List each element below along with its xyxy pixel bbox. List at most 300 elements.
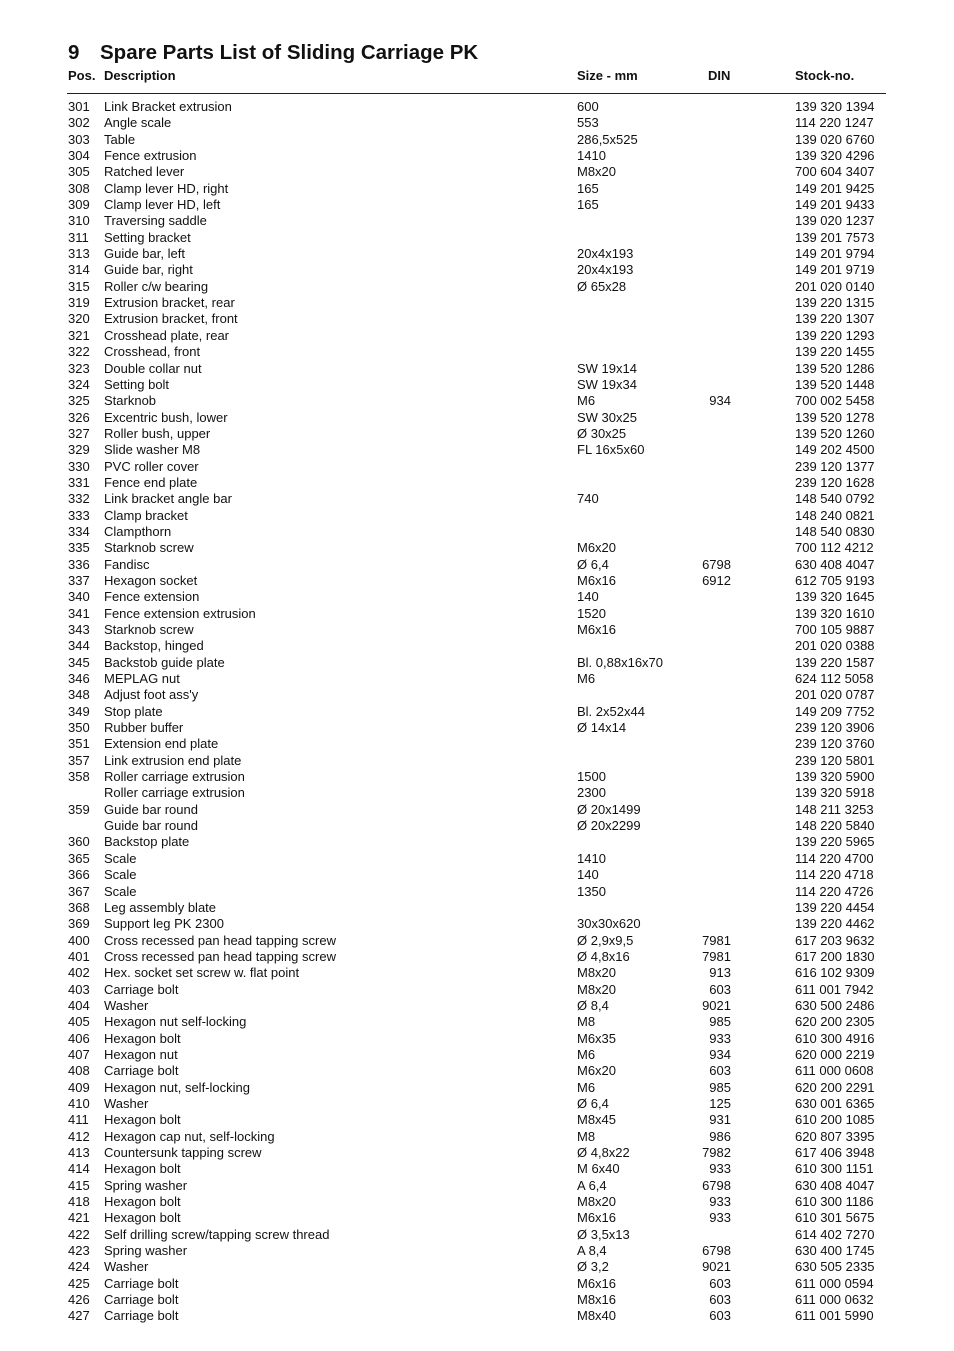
section-title: Spare Parts List of Sliding Carriage PK (100, 41, 479, 64)
cell-din: 933 (709, 1161, 731, 1177)
cell-description: Extrusion bracket, front (104, 311, 238, 327)
cell-stock-no: 148 540 0792 (795, 491, 875, 507)
table-row (0, 671, 954, 687)
table-row (0, 851, 954, 867)
cell-size: 2300 (577, 785, 606, 801)
cell-stock-no: 139 520 1286 (795, 360, 875, 376)
cell-pos: 421 (68, 1210, 90, 1226)
cell-description: Hexagon nut (104, 1046, 178, 1062)
cell-description: Double collar nut (104, 360, 202, 376)
cell-size: M6 (577, 393, 596, 409)
cell-size: 600 (577, 99, 599, 114)
cell-stock-no: 700 002 5458 (795, 393, 875, 409)
cell-din: 933 (709, 1210, 731, 1226)
cell-description: Stop plate (104, 703, 163, 719)
table-row (0, 1112, 954, 1128)
cell-pos: 366 (68, 867, 90, 883)
cell-stock-no: 139 220 4462 (795, 916, 875, 932)
cell-stock-no: 610 200 1085 (795, 1112, 875, 1128)
cell-pos: 413 (68, 1145, 90, 1160)
cell-pos: 304 (68, 148, 90, 164)
cell-din: 9021 (702, 997, 731, 1013)
cell-size: M6 (577, 1046, 596, 1062)
cell-description: Fence extension (104, 589, 200, 605)
cell-stock-no: 148 220 5840 (795, 818, 875, 834)
cell-description: Fence extension extrusion (104, 605, 256, 621)
table-row (0, 1096, 954, 1112)
cell-stock-no: 139 320 4296 (795, 148, 875, 164)
cell-description: Spring washer (104, 1243, 188, 1259)
cell-stock-no: 620 807 3395 (795, 1128, 875, 1144)
cell-pos: 311 (68, 229, 89, 245)
cell-size: M8x16 (577, 1292, 617, 1308)
table-row (0, 393, 954, 409)
table-row (0, 900, 954, 916)
cell-pos: 329 (68, 442, 90, 458)
cell-stock-no: 148 540 0830 (795, 523, 875, 539)
cell-stock-no: 201 020 0140 (795, 278, 875, 294)
cell-description: Hexagon bolt (104, 1210, 181, 1226)
cell-size: M6x20 (577, 540, 617, 556)
table-row (0, 557, 954, 573)
cell-stock-no: 139 520 1278 (795, 409, 875, 425)
cell-pos: 310 (68, 213, 90, 229)
section-number: 9 (68, 41, 80, 64)
table-row (0, 1031, 954, 1047)
cell-size: M6x16 (577, 622, 617, 637)
cell-size: SW 19x14 (577, 360, 637, 376)
cell-description: Ratched lever (104, 164, 185, 180)
cell-pos: 345 (68, 654, 90, 670)
cell-pos: 365 (68, 850, 90, 866)
cell-pos: 320 (68, 311, 90, 327)
cell-description: Scale (104, 867, 137, 883)
table-row (0, 916, 954, 932)
table-row (0, 508, 954, 524)
table-row (0, 606, 954, 622)
cell-size: SW 19x34 (577, 376, 637, 392)
cell-din: 933 (709, 1030, 731, 1046)
cell-stock-no: 620 200 2291 (795, 1079, 875, 1095)
cell-description: Starknob screw (104, 540, 194, 556)
cell-description: Adjust foot ass'y (104, 687, 199, 703)
cell-description: Traversing saddle (104, 213, 207, 229)
table-row (0, 1080, 954, 1096)
cell-pos: 357 (68, 752, 90, 768)
cell-description: Cross recessed pan head tapping screw (104, 948, 336, 964)
cell-size: 165 (577, 197, 599, 213)
cell-description: Hexagon nut, self-locking (104, 1079, 250, 1095)
cell-description: Setting bolt (104, 376, 170, 392)
cell-description: Table (104, 131, 136, 147)
cell-size: Ø 6,4 (577, 1095, 609, 1111)
page-title (68, 40, 478, 66)
cell-description: Setting bracket (104, 229, 191, 245)
cell-size: Ø 4,8x22 (577, 1145, 630, 1160)
cell-description: Guide bar round (104, 818, 198, 834)
cell-description: Crosshead, front (104, 344, 201, 360)
cell-stock-no: 239 120 3760 (795, 736, 875, 752)
cell-description: Guide bar round (104, 801, 198, 817)
table-row (0, 132, 954, 148)
cell-stock-no: 139 320 1394 (795, 99, 875, 114)
cell-pos: 404 (68, 997, 90, 1013)
cell-stock-no: 239 120 5801 (795, 752, 875, 768)
cell-pos: 411 (68, 1112, 89, 1128)
cell-stock-no: 630 505 2335 (795, 1259, 875, 1275)
cell-description: Countersunk tapping screw (104, 1145, 262, 1160)
cell-stock-no: 614 402 7270 (795, 1226, 875, 1242)
cell-pos: 337 (68, 572, 90, 588)
cell-size: 1350 (577, 883, 606, 899)
cell-stock-no: 611 001 7942 (795, 981, 874, 997)
cell-pos: 415 (68, 1177, 90, 1193)
cell-din: 603 (709, 1063, 731, 1079)
table-row (0, 115, 954, 131)
table-row (0, 1194, 954, 1210)
cell-pos: 309 (68, 197, 90, 213)
table-row (0, 410, 954, 426)
cell-pos: 407 (68, 1046, 90, 1062)
cell-stock-no: 139 320 5900 (795, 769, 875, 785)
cell-stock-no: 139 320 5918 (795, 785, 875, 801)
cell-stock-no: 139 320 1610 (795, 605, 875, 621)
cell-description: Roller carriage extrusion (104, 785, 245, 801)
table-row (0, 181, 954, 197)
cell-description: Link Bracket extrusion (104, 99, 232, 114)
cell-size: A 6,4 (577, 1177, 607, 1193)
table-row (0, 213, 954, 229)
cell-pos: 422 (68, 1226, 90, 1242)
cell-size: M6x16 (577, 1275, 617, 1291)
cell-pos: 335 (68, 540, 90, 556)
cell-pos: 325 (68, 393, 90, 409)
table-row (0, 998, 954, 1014)
table-row (0, 377, 954, 393)
cell-description: Carriage bolt (104, 1275, 179, 1291)
table-row (0, 442, 954, 458)
cell-size: M8x20 (577, 164, 617, 180)
cell-description: Clamp lever HD, right (104, 180, 229, 196)
cell-size: Ø 8,4 (577, 997, 609, 1013)
cell-stock-no: 700 105 9887 (795, 622, 875, 637)
cell-stock-no: 610 301 5675 (795, 1210, 875, 1226)
cell-size: 286,5x525 (577, 131, 638, 147)
cell-description: Extrusion bracket, rear (104, 295, 235, 311)
cell-stock-no: 139 520 1448 (795, 376, 875, 392)
cell-description: Washer (104, 1095, 149, 1111)
cell-pos: 327 (68, 425, 90, 441)
cell-pos: 414 (68, 1161, 90, 1177)
cell-stock-no: 139 220 5965 (795, 834, 875, 850)
cell-description: Carriage bolt (104, 1063, 179, 1079)
cell-stock-no: 617 200 1830 (795, 948, 875, 964)
cell-description: Support leg PK 2300 (104, 916, 224, 932)
cell-pos: 400 (68, 932, 90, 948)
cell-din: 931 (709, 1112, 731, 1128)
cell-description: Scale (104, 850, 137, 866)
cell-din: 7981 (702, 932, 731, 948)
cell-pos: 336 (68, 556, 90, 572)
table-row (0, 1063, 954, 1079)
cell-pos: 343 (68, 622, 90, 637)
cell-stock-no: 239 120 1377 (795, 458, 875, 474)
table-row (0, 949, 954, 965)
cell-size: Bl. 0,88x16x70 (577, 654, 664, 670)
cell-stock-no: 700 604 3407 (795, 164, 875, 180)
cell-description: Rubber buffer (104, 720, 184, 736)
cell-pos: 340 (68, 589, 90, 605)
cell-size: M6x35 (577, 1030, 617, 1046)
cell-pos: 402 (68, 965, 90, 981)
table-row (0, 328, 954, 344)
cell-pos: 319 (68, 295, 90, 311)
cell-size: 30x30x620 (577, 916, 641, 932)
cell-pos: 333 (68, 507, 90, 523)
cell-size: M8x20 (577, 981, 617, 997)
table-row (0, 1243, 954, 1259)
cell-size: M6x16 (577, 1210, 617, 1226)
cell-stock-no: 139 220 1293 (795, 327, 875, 343)
cell-stock-no: 139 220 1587 (795, 654, 875, 670)
cell-description: Starknob (104, 393, 157, 409)
table-row (0, 785, 954, 801)
cell-pos: 330 (68, 458, 90, 474)
cell-pos: 344 (68, 638, 90, 654)
cell-pos: 308 (68, 180, 90, 196)
cell-stock-no: 149 201 9794 (795, 246, 875, 262)
cell-stock-no: 610 300 1186 (795, 1194, 874, 1210)
cell-size: M 6x40 (577, 1161, 620, 1177)
cell-din: 9021 (702, 1259, 731, 1275)
cell-pos: 358 (68, 769, 90, 785)
cell-pos: 302 (68, 115, 90, 131)
cell-stock-no: 611 000 0632 (795, 1292, 874, 1308)
cell-size: M8x20 (577, 965, 617, 981)
table-row (0, 1292, 954, 1308)
cell-size: Ø 20x1499 (577, 801, 641, 817)
cell-description: Clamp bracket (104, 507, 188, 523)
cell-stock-no: 149 202 4500 (795, 442, 875, 458)
table-row (0, 867, 954, 883)
table-row (0, 818, 954, 834)
cell-description: Hexagon bolt (104, 1030, 181, 1046)
cell-din: 985 (709, 1079, 731, 1095)
cell-din: 985 (709, 1014, 731, 1030)
cell-size: 1410 (577, 148, 606, 164)
cell-stock-no: 139 220 1307 (795, 311, 875, 327)
cell-pos: 351 (68, 736, 90, 752)
cell-size: M8x20 (577, 1194, 617, 1210)
cell-size: M8 (577, 1014, 596, 1030)
table-row (0, 965, 954, 981)
table-row (0, 99, 954, 115)
cell-description: Angle scale (104, 115, 172, 131)
cell-din: 6798 (702, 1243, 731, 1259)
cell-stock-no: 630 400 1745 (795, 1243, 875, 1259)
cell-stock-no: 700 112 4212 (795, 540, 874, 556)
cell-stock-no: 149 201 9719 (795, 262, 875, 278)
cell-description: Backstop plate (104, 834, 190, 850)
table-row (0, 475, 954, 491)
cell-description: Hexagon cap nut, self-locking (104, 1128, 275, 1144)
cell-din: 6798 (702, 556, 731, 572)
table-row (0, 802, 954, 818)
table-row (0, 720, 954, 736)
table-row (0, 687, 954, 703)
cell-description: Extension end plate (104, 736, 219, 752)
cell-stock-no: 239 120 3906 (795, 720, 875, 736)
cell-description: Carriage bolt (104, 981, 179, 997)
cell-size: M8 (577, 1128, 596, 1144)
cell-description: Self drilling screw/tapping screw thread (104, 1226, 330, 1242)
cell-pos: 303 (68, 131, 90, 147)
cell-stock-no: 201 020 0787 (795, 687, 875, 703)
header-pos: Pos. (68, 68, 96, 83)
cell-stock-no: 617 406 3948 (795, 1145, 875, 1160)
cell-pos: 331 (68, 474, 90, 490)
cell-description: Guide bar, left (104, 246, 185, 262)
cell-pos: 408 (68, 1063, 90, 1079)
cell-stock-no: 620 200 2305 (795, 1014, 875, 1030)
header-din: DIN (708, 68, 731, 83)
cell-stock-no: 610 300 1151 (795, 1161, 874, 1177)
cell-stock-no: 114 220 4718 (795, 867, 874, 883)
parts-table (0, 99, 954, 1325)
cell-size: M8x40 (577, 1308, 617, 1324)
cell-description: Hexagon bolt (104, 1194, 181, 1210)
cell-description: Hexagon nut self-locking (104, 1014, 247, 1030)
cell-stock-no: 114 220 4700 (795, 850, 874, 866)
cell-stock-no: 139 020 6760 (795, 131, 875, 147)
cell-pos: 401 (68, 948, 90, 964)
cell-din: 603 (709, 981, 731, 997)
cell-stock-no: 201 020 0388 (795, 638, 875, 654)
table-row (0, 426, 954, 442)
cell-size: M6x20 (577, 1063, 617, 1079)
table-header (0, 67, 954, 84)
cell-pos: 326 (68, 409, 90, 425)
table-row (0, 1161, 954, 1177)
cell-size: 20x4x193 (577, 246, 634, 262)
cell-description: Backstob guide plate (104, 654, 225, 670)
cell-pos: 301 (68, 99, 90, 114)
cell-din: 934 (709, 393, 731, 409)
cell-size: 740 (577, 491, 599, 507)
cell-pos: 418 (68, 1194, 90, 1210)
cell-stock-no: 611 001 5990 (795, 1308, 874, 1324)
cell-pos: 424 (68, 1259, 90, 1275)
table-row (0, 1047, 954, 1063)
table-row (0, 1129, 954, 1145)
table-row (0, 164, 954, 180)
header-divider (67, 93, 886, 94)
table-row (0, 982, 954, 998)
cell-pos: 403 (68, 981, 90, 997)
cell-stock-no: 239 120 1628 (795, 474, 875, 490)
cell-stock-no: 148 240 0821 (795, 507, 875, 523)
cell-pos: 315 (68, 278, 90, 294)
cell-pos: 369 (68, 916, 90, 932)
cell-size: Ø 3,2 (577, 1259, 609, 1275)
cell-stock-no: 149 201 9425 (795, 180, 875, 196)
cell-size: 1500 (577, 769, 606, 785)
cell-stock-no: 139 201 7573 (795, 229, 875, 245)
table-row (0, 524, 954, 540)
table-row (0, 753, 954, 769)
table-row (0, 491, 954, 507)
cell-pos: 334 (68, 523, 90, 539)
cell-din: 125 (709, 1095, 731, 1111)
cell-pos: 313 (68, 246, 90, 262)
cell-stock-no: 114 220 1247 (795, 115, 874, 131)
table-row (0, 736, 954, 752)
cell-pos: 360 (68, 834, 90, 850)
header-description: Description (104, 68, 176, 83)
cell-size: 20x4x193 (577, 262, 634, 278)
cell-pos: 314 (68, 262, 90, 278)
cell-stock-no: 624 112 5058 (795, 671, 874, 687)
table-row (0, 1227, 954, 1243)
header-size: Size - mm (577, 68, 638, 83)
cell-stock-no: 139 020 1237 (795, 213, 875, 229)
cell-description: Hex. socket set screw w. flat point (104, 965, 300, 981)
cell-din: 6798 (702, 1177, 731, 1193)
table-row (0, 148, 954, 164)
cell-pos: 367 (68, 883, 90, 899)
cell-size: 1520 (577, 605, 606, 621)
cell-pos: 409 (68, 1079, 90, 1095)
cell-pos: 305 (68, 164, 90, 180)
cell-description: Scale (104, 883, 137, 899)
cell-description: Excentric bush, lower (104, 409, 228, 425)
cell-size: 1410 (577, 850, 606, 866)
cell-size: 553 (577, 115, 599, 131)
cell-description: Washer (104, 997, 149, 1013)
cell-stock-no: 611 000 0608 (795, 1063, 874, 1079)
cell-pos: 321 (68, 327, 90, 343)
cell-size: Ø 4,8x16 (577, 948, 630, 964)
cell-size: M6 (577, 671, 596, 687)
cell-pos: 346 (68, 671, 90, 687)
table-row (0, 834, 954, 850)
table-row (0, 884, 954, 900)
cell-description: Roller c/w bearing (104, 278, 209, 294)
cell-stock-no: 620 000 2219 (795, 1046, 875, 1062)
cell-description: Spring washer (104, 1177, 188, 1193)
cell-stock-no: 630 500 2486 (795, 997, 875, 1013)
cell-stock-no: 149 201 9433 (795, 197, 875, 213)
cell-stock-no: 139 520 1260 (795, 425, 875, 441)
cell-din: 933 (709, 1194, 731, 1210)
table-row (0, 311, 954, 327)
cell-pos: 332 (68, 491, 90, 507)
cell-din: 986 (709, 1128, 731, 1144)
cell-description: Fandisc (104, 556, 150, 572)
table-row (0, 655, 954, 671)
cell-pos: 406 (68, 1030, 90, 1046)
cell-size: 140 (577, 867, 599, 883)
cell-description: Crosshead plate, rear (104, 327, 230, 343)
header-stock-no: Stock-no. (795, 68, 855, 83)
cell-din: 913 (709, 965, 731, 981)
cell-stock-no: 616 102 9309 (795, 965, 875, 981)
cell-description: Clampthorn (104, 523, 172, 539)
table-row (0, 704, 954, 720)
table-row (0, 540, 954, 556)
cell-pos: 341 (68, 605, 90, 621)
cell-stock-no: 139 220 4454 (795, 899, 875, 915)
